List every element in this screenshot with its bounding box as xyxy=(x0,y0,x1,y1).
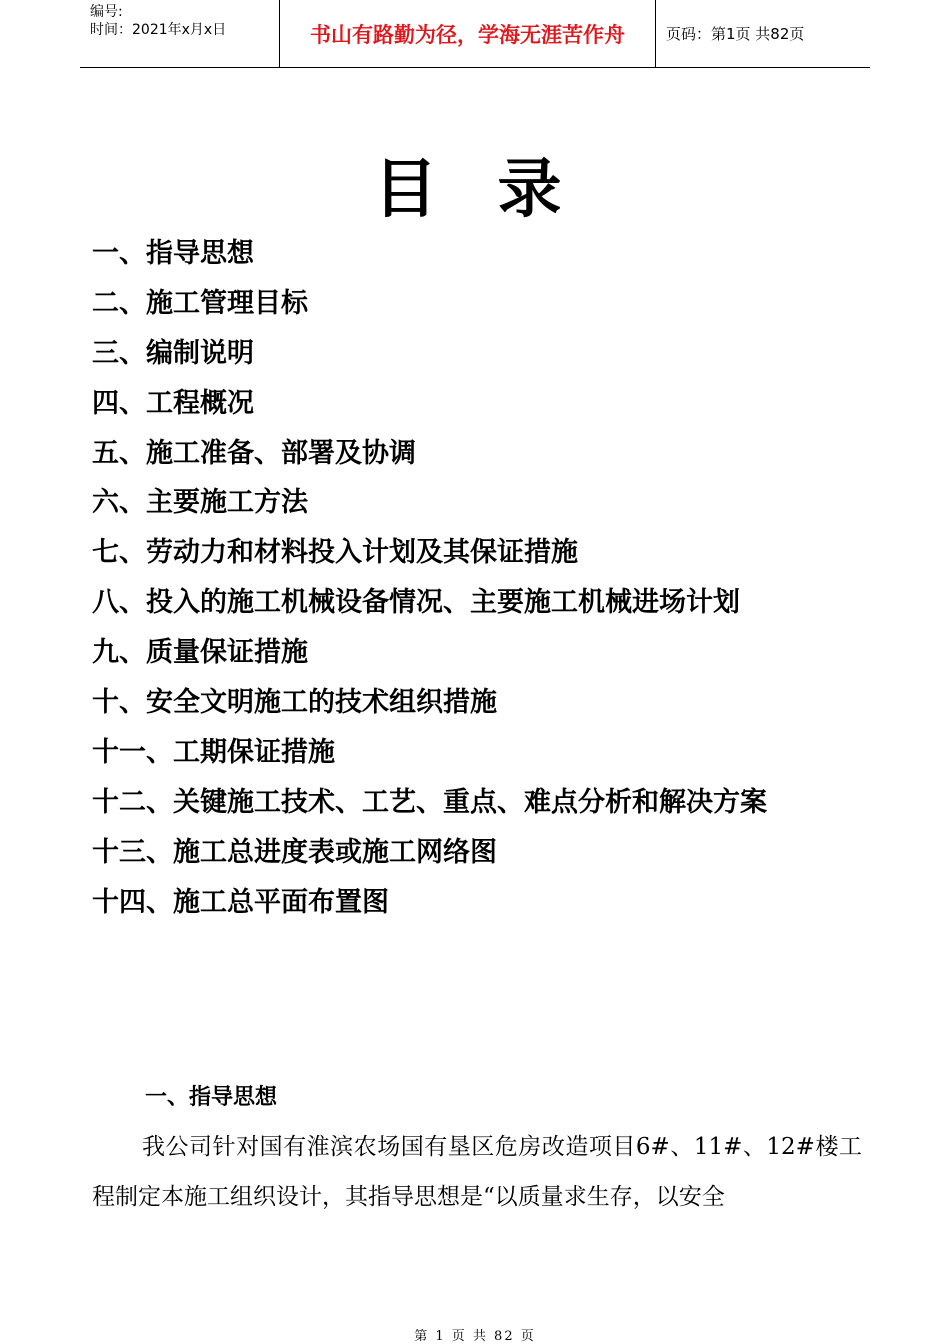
toc-item: 二、施工管理目标 xyxy=(92,287,308,319)
toc-item: 九、质量保证措施 xyxy=(92,637,308,669)
header-meta xyxy=(80,0,280,67)
table-of-contents xyxy=(92,229,767,927)
toc-item: 七、劳动力和材料投入计划及其保证措施 xyxy=(92,537,578,569)
toc-item: 十四、施工总平面布置图 xyxy=(92,886,389,918)
toc-item: 六、主要施工方法 xyxy=(92,487,308,519)
page-title: 目录 xyxy=(373,152,622,227)
toc-item: 八、投入的施工机械设备情况、主要施工机械进场计划 xyxy=(92,587,740,619)
section-heading: 一、指导思想 xyxy=(145,1085,278,1110)
toc-item: 一、指导思想 xyxy=(92,238,254,269)
toc-item: 十、安全文明施工的技术组织措施 xyxy=(92,687,497,719)
time-label: 时间：2021年x月x日 xyxy=(90,22,227,38)
section-paragraph: 我公司针对国有淮滨农场国有垦区危房改造项目6#、11#、12#楼工程制定本施工组织设计，其指导思想是“以质量求生存，以安全 xyxy=(92,1134,862,1210)
toc-item: 五、施工准备、部署及协调 xyxy=(92,437,416,469)
page-footer: 第 1 页 共 82 页 xyxy=(414,1329,536,1344)
page-header xyxy=(80,0,870,68)
toc-item: 十二、关键施工技术、工艺、重点、难点分析和解决方案 xyxy=(92,786,767,818)
toc-item: 四、工程概况 xyxy=(92,387,254,419)
toc-item: 三、编制说明 xyxy=(92,337,254,369)
toc-item: 十一、工期保证措施 xyxy=(92,736,335,768)
header-motto: 书山有路勤为径，学海无涯苦作舟 xyxy=(280,0,656,67)
header-page-info: 页码：第1页 共82页 xyxy=(666,25,805,43)
toc-item: 十三、施工总进度表或施工网络图 xyxy=(92,836,497,868)
number-label: 编号: xyxy=(90,4,123,20)
